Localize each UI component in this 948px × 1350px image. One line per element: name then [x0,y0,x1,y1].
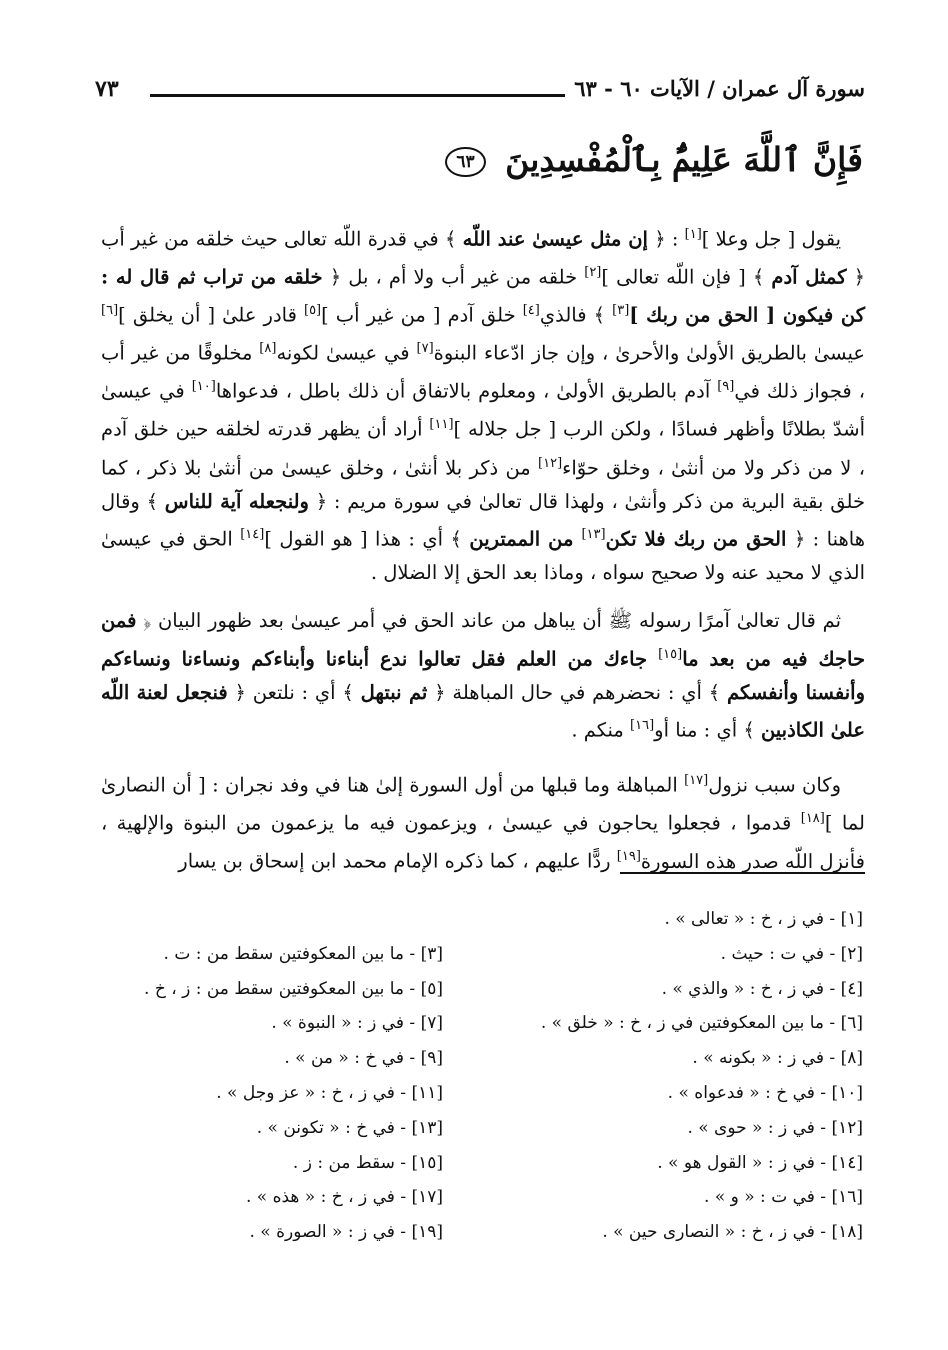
footnote-marker: [٩] [717,379,735,395]
text-run: ﴾ [ فإن اللّه تعالى ] [601,265,772,289]
quran-quote: كمثل آدم [771,265,847,289]
text-run: خلقه من غير أب ولا أم ، بل ﴿ [322,265,585,289]
footnote-marker: [١٦] [630,718,655,734]
footnote-marker: [٧] [416,341,434,357]
text-run: ﴾ أي : نلتعن ﴿ [227,680,361,704]
text-run: مخلوقًا من غير أب ، فجواز ذلك في [101,341,866,403]
footnote-marker: [٤] [522,303,540,319]
text-run: عيسىٰ بالطريق الأولىٰ والأحرىٰ ، وإن جاز ادّعاء البنوة [433,341,865,365]
text-run: ﴾ في قدرة اللّه تعالى حيث خلقه من غير أب ﴿ [101,227,866,289]
quran-quote: من الممترين [469,527,582,551]
text-run: منكم . [571,718,631,742]
quran-verse [445,140,863,179]
footnote: [٥] - ما بين المعكوفتين سقط من : ز ، خ . [144,978,443,999]
text-run: قدموا ، فجعلوا يحاجون في عيسىٰ ، ويزعمون فيه ما يزعمون من البنوة والإلهية ، [101,811,801,835]
footnote-separator [620,872,865,874]
footnote-marker: [١١] [429,417,454,433]
commentary-paragraph-1 [101,218,865,590]
footnote: [١٣] - في خ : « تكونن » . [256,1117,443,1138]
quran-quote: جاءك من العلم فقل تعالوا ندع أبناءنا وأبناءكم ونساءنا ونساءكم وأنفسنا وأنفسكم [101,647,865,704]
footnote-marker: [١٨] [800,811,825,827]
quran-quote: ولنجعله آية للناس [164,489,309,513]
footnote: [١٤] - في ز : « القول هو » . [657,1152,863,1173]
verse-text: فَإِنَّ ٱللَّهَ عَلِيمٌۢ بِٱلْمُفْسِدِينَ [505,140,863,179]
footnote [93,902,443,937]
footnote: [٧] - في ز : « النبوة » . [271,1013,443,1034]
text-run: آدم بالطريق الأولىٰ ، ومعلوم بالاتفاق أن ذلك باطل ، فدعواها [215,379,718,403]
footnote-marker: [١٠] [191,379,216,395]
text-run: ﴾ أي : نحضرهم في حال المباهلة ﴿ [427,680,727,704]
text-run: من ذكر بلا أنثىٰ ، وخلق عيسىٰ من أنثىٰ بلا ذكر ، كما خلق بقية البرية من ذكر وأنثىٰ ، ولهذا قال تعالىٰ في سورة مريم : ﴿ [101,456,865,513]
text-run: ﴾ أي : هذا [ هو القول ] [264,527,470,551]
footnote-marker: [٢] [584,265,602,281]
footnote: [١٧] - في ز ، خ : « هذه » . [245,1187,443,1208]
footnote: [٣] - ما بين المعكوفتين سقط من : ت . [163,943,443,964]
footnote: [١] - في ز ، خ : « تعالى » . [664,909,863,929]
footnote-marker: [١٧] [684,773,709,788]
footnote-marker: [١٥] [658,646,683,662]
text-run: وكان سبب نزول [708,773,841,797]
footnote: [١٨] - في ز ، خ : « النصارى حين » . [602,1222,863,1243]
text-run: ثم قال تعالىٰ آمرًا رسوله ﷺ أن يباهل من عاند الحق في أمر عيسىٰ بعد ظهور البيان ﴿ [136,609,841,632]
text-run: قادر علىٰ [ أن يخلق ] [118,303,304,327]
footnote-marker: [٦] [101,303,119,319]
text-run: المباهلة وما قبلها من أول السورة إلىٰ هنا في وفد نجران : [ أن النصارىٰ لما ] [101,773,865,835]
text-run: في عيسىٰ لكونه [276,341,417,365]
footnote: [٢] - في ت : حيث . [720,943,863,964]
text-run: أراد أن يظهر قدرته لخلقه حين خلق آدم ، لا من ذكر ولا من أنثىٰ ، وخلق حوّاء [101,417,865,480]
footnote-marker: [١٣] [581,527,606,543]
quran-quote: الحق من ربك فلا تكن [605,527,787,551]
footnote-marker: [١٤] [240,527,265,543]
footnote: [١٦] - في ت : « و » . [704,1187,863,1208]
verse-number-ornament: ٦٣ [445,147,485,177]
footnote: [٨] - في ز : « بكونه » . [692,1048,863,1069]
footnote: [١٢] - في ز : « حوى » . [687,1117,863,1138]
quran-quote: خلقه من تراب ثم قال له : كن فيكون [ الحق من ربك ] [101,265,865,327]
quran-quote: فمن حاجك فيه من بعد ما [101,609,866,671]
footnote: [١٩] - في ز : « الصورة » . [249,1222,443,1243]
running-header [95,70,865,110]
footnote-marker: [٥] [303,303,322,319]
footnote-marker: [٨] [259,341,277,357]
text-run: يقول [ جل وعلا ] [701,227,841,251]
text-run: ردًّا عليهم ، كما ذكره الإمام محمد ابن إسحاق بن يسار [178,849,617,873]
footnote: [١٠] - في خ : « فدعواه » . [667,1082,863,1103]
footnote-marker: [٣] [612,303,630,319]
footnote: [٤] - في ز ، خ : « والذي » . [661,978,863,999]
footnote-marker: [١] [684,227,702,242]
commentary-paragraph-3 [101,764,865,878]
page-number: ٧٣ [95,76,119,102]
quran-quote: فنجعل لعنة اللّه علىٰ الكاذبين [101,680,865,742]
text-run: : ﴿ [647,227,685,251]
text-run: ﴾ وقال هاهنا : ﴿ [101,489,865,551]
quran-quote: ثم نبتهل [360,680,428,704]
text-run: في عيسىٰ أشدّ بطلانًا وأظهر فسادًا ، ولكن الرب [ جل جلاله ] [101,379,865,441]
footnote: [٦] - ما بين المعكوفتين في ز ، خ : « خلق » . [540,1013,863,1034]
surah-title: سورة آل عمران / الآيات ٦٠ - ٦٣ [574,76,865,101]
underlined-text: فأنزل اللّه صدر هذه السورة [640,849,865,873]
footnote-marker: [١٢] [538,455,563,471]
header-rule [150,94,565,97]
text-run: الحق في عيسىٰ الذي لا محيد عنه ولا صحيح سواه ، وماذا بعد الحق إلا الضلال . [101,527,865,585]
text-run: خلق آدم [ من غير أب ] [321,303,523,327]
footnote-marker: [١٩] [616,849,641,865]
commentary-paragraph-2 [101,604,865,747]
footnote: [٩] - في خ : « من » . [284,1048,443,1069]
quran-quote: إن مثل عيسىٰ عند اللّه [462,227,648,251]
text-run: ﴾ أي : منا أو [654,718,761,742]
footnote: [١١] - في ز ، خ : « عز وجل » . [216,1082,443,1103]
footnotes [93,902,863,1250]
text-run: ﴾ فالذي [539,303,613,327]
footnote: [١٥] - سقط من : ز . [292,1152,443,1173]
